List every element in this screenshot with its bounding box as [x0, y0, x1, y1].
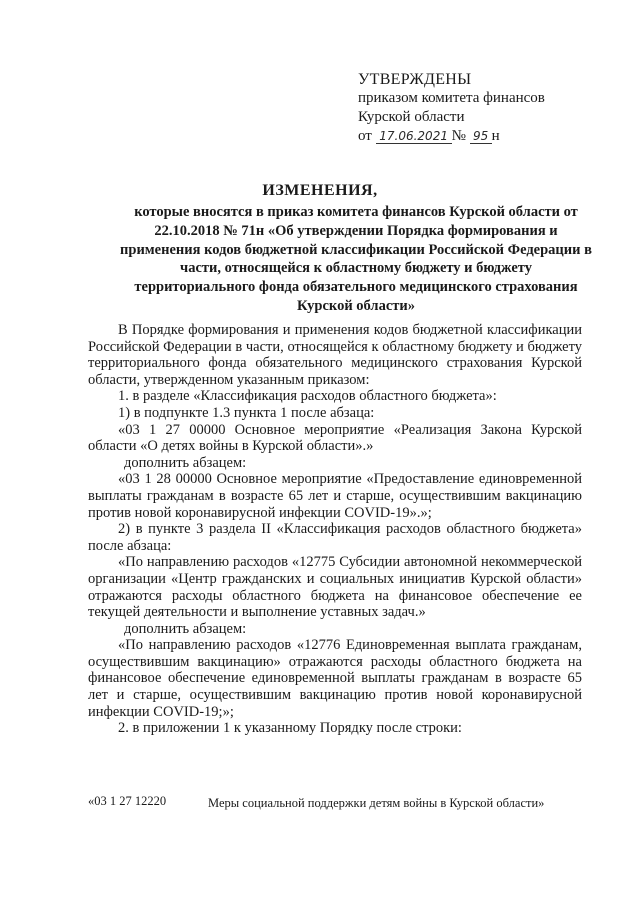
item-2: 2. в приложении 1 к указанному Порядку после строки:	[118, 720, 462, 737]
quote-paragraph-3: «По направлению расходов «12775 Субсидии автономной некоммерческой организации «Центр гражданских и социальных инициатив Курской области» отражаются расходы областного бюджета на финансовое обеспечение ее текущей деятельности и выполнение уставных задач.»	[88, 554, 582, 621]
number-sign: №	[451, 128, 466, 144]
quote-paragraph-1: «03 1 27 00000 Основное мероприятие «Реализация Закона Курской области «О детях войны в Курской области».»	[88, 421, 582, 455]
date-prefix: от	[358, 128, 372, 144]
add-paragraph-label-1: дополнить абзацем:	[124, 454, 247, 471]
intro-paragraph: В Порядке формирования и применения кодов бюджетной классификации Российской Федерации в части, относящейся к областному бюджету и бюджету территориального фонда обязательного медицинского страхования Курской области, утвержденном указанным приказом:	[88, 322, 582, 388]
approval-order-line: приказом комитета финансов	[358, 90, 545, 106]
document-title: ИЗМЕНЕНИЯ,	[262, 182, 378, 199]
approval-stamp-block	[358, 70, 545, 146]
approval-date-line	[358, 127, 545, 146]
item-1: 1. в разделе «Классификация расходов областного бюджета»:	[118, 388, 497, 405]
handwritten-number: 95	[470, 129, 492, 144]
number-suffix: н	[491, 128, 500, 144]
handwritten-date: 17.06.2021	[376, 129, 452, 144]
approval-region-line: Курской области	[358, 109, 465, 125]
quote-paragraph-4: «По направлению расходов «12776 Единовременная выплата гражданам, осуществившим вакцинацию» отражаются расходы областного бюджета на финансовое обеспечение единовременной выплаты гражданам в возрасте 65 лет и старше, осуществившим вакцинацию против новой коронавирусной инфекции COVID-19;»;	[88, 637, 582, 720]
table-row-name: Меры социальной поддержки детям войны в Курской области»	[208, 796, 545, 810]
document-subtitle: которые вносятся в приказ комитета финансов Курской области от 22.10.2018 № 71н «Об утверждении Порядка формирования и применения кодов бюджетной классификации Российской Федерации в части, относящейся к областному бюджету и бюджету территориального фонда обязательного медицинского страхования Курской области»	[120, 204, 592, 314]
item-1-sub-2: 2) в пункте 3 раздела II «Классификация расходов областного бюджета» после абзаца:	[88, 521, 582, 554]
table-row-code: «03 1 27 12220	[88, 794, 167, 808]
quote-paragraph-2: «03 1 28 00000 Основное мероприятие «Предоставление единовременной выплаты гражданам в возрасте 65 лет и старше, осуществившим вакцинацию против новой коронавирусной инфекции COVID-19».»;	[88, 471, 582, 521]
item-1-sub-1: 1) в подпункте 1.3 пункта 1 после абзаца:	[118, 404, 375, 421]
document-body	[88, 322, 582, 737]
approved-label: УТВЕРЖДЕНЫ	[358, 71, 472, 88]
add-paragraph-label-2: дополнить абзацем:	[124, 620, 247, 637]
